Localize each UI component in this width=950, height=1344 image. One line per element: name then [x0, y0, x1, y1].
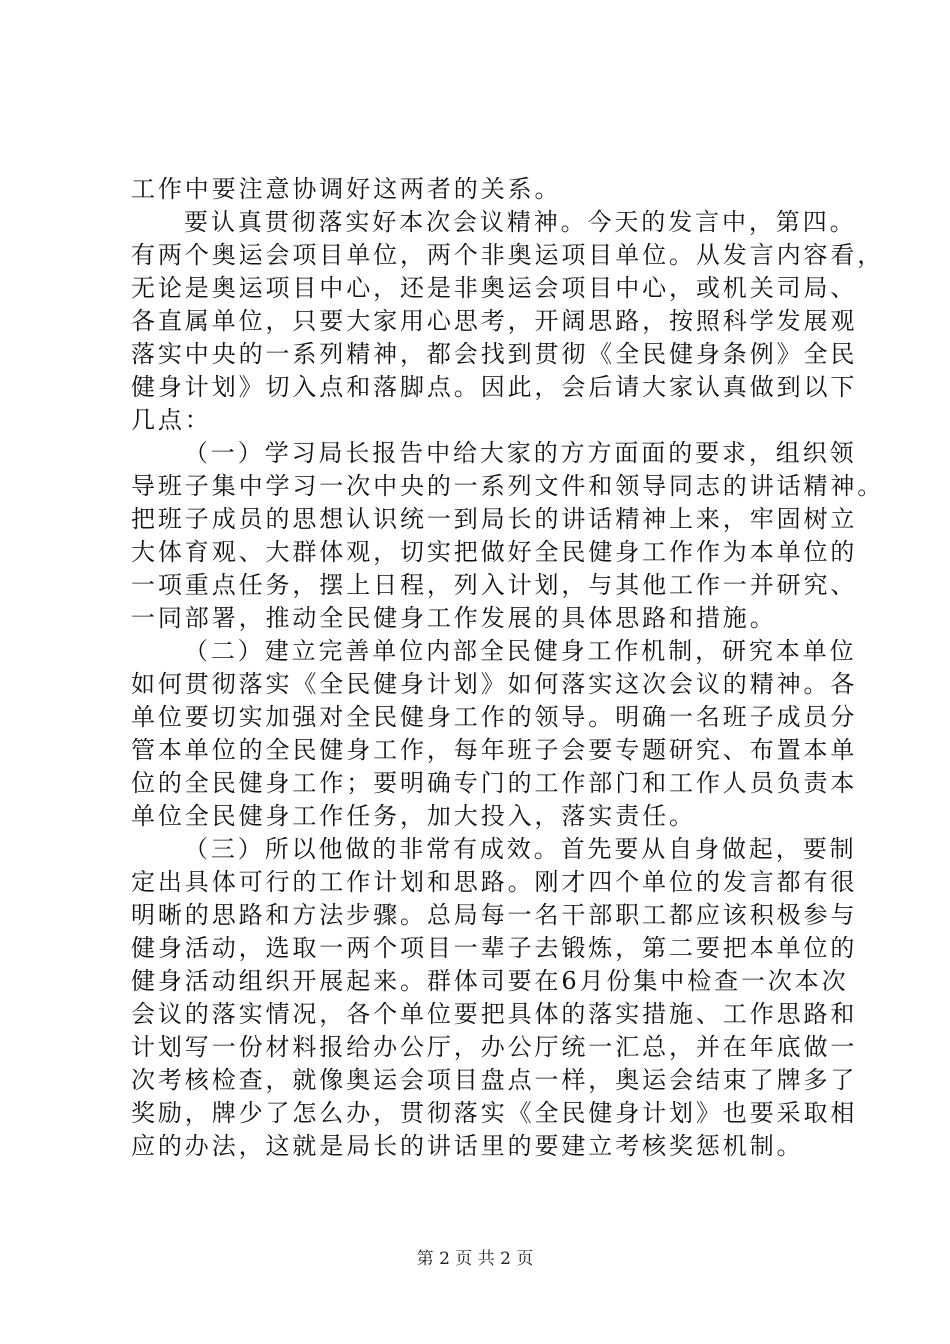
text-line: 几点：: [131, 406, 212, 434]
paragraph-first-line: （一）学习局长报告中给大家的方方面面的要求，组织领: [184, 439, 857, 467]
text-line: 健身活动，选取一两个项目一辈子去锻炼，第二要把本单位的: [131, 934, 858, 962]
paragraph-first-line: （三）所以他做的非常有成效。首先要从自身做起，要制: [184, 835, 857, 863]
text-line: 位的全民健身工作；要明确专门的工作部门和工作人员负责本: [131, 769, 858, 797]
text-line: 奖励，牌少了怎么办，贯彻落实《全民健身计划》也要采取相: [131, 1099, 858, 1127]
text-line: 单位要切实加强对全民健身工作的领导。明确一名班子成员分: [131, 703, 858, 731]
text-line: 工作中要注意协调好这两者的关系。: [131, 175, 562, 203]
text-line: 导班子集中学习一次中央的一系列文件和领导同志的讲话精神。: [131, 472, 885, 500]
text-line: 次考核检查，就像奥运会项目盘点一样，奥运会结束了牌多了: [131, 1066, 858, 1094]
text-line: 管本单位的全民健身工作，每年班子会要专题研究、布置本单: [131, 736, 858, 764]
text-line: 计划写一份材料报给办公厅，办公厅统一汇总，并在年底做一: [131, 1033, 858, 1061]
text-line: 会议的落实情况，各个单位要把具体的落实措施、工作思路和: [131, 1000, 858, 1028]
text-line: 有两个奥运会项目单位，两个非奥运项目单位。从发言内容看，: [131, 241, 885, 269]
text-line: 一项重点任务，摆上日程，列入计划，与其他工作一并研究、: [131, 571, 858, 599]
text-line: 落实中央的一系列精神，都会找到贯彻《全民健身条例》全民: [131, 340, 858, 368]
text-line: 如何贯彻落实《全民健身计划》如何落实这次会议的精神。各: [131, 670, 858, 698]
paragraph-first-line: 要认真贯彻落实好本次会议精神。今天的发言中，第四。: [184, 208, 857, 236]
text-line: 把班子成员的思想认识统一到局长的讲话精神上来，牢固树立: [131, 505, 858, 533]
document-body: [131, 173, 885, 1163]
text-line: 应的办法，这就是局长的讲话里的要建立考核奖惩机制。: [131, 1132, 804, 1160]
text-line: 大体育观、大群体观，切实把做好全民健身工作作为本单位的: [131, 538, 858, 566]
text-line: 各直属单位，只要大家用心思考，开阔思路，按照科学发展观: [131, 307, 858, 335]
text-line: 无论是奥运项目中心，还是非奥运会项目中心，或机关司局、: [131, 274, 858, 302]
text-line: 健身活动组织开展起来。群体司要在6月份集中检查一次本次: [131, 967, 849, 995]
paragraph-first-line: （二）建立完善单位内部全民健身工作机制，研究本单位: [184, 637, 857, 665]
text-line: 明晰的思路和方法步骤。总局每一名干部职工都应该积极参与: [131, 901, 858, 929]
text-line: 单位全民健身工作任务，加大投入，落实责任。: [131, 802, 696, 830]
text-line: 健身计划》切入点和落脚点。因此，会后请大家认真做到以下: [131, 373, 858, 401]
text-line: 定出具体可行的工作计划和思路。刚才四个单位的发言都有很: [131, 868, 858, 896]
page-footer: [0, 1244, 950, 1269]
text-line: 一同部署，推动全民健身工作发展的具体思路和措施。: [131, 604, 777, 632]
page-number: 第 2 页 共 2 页: [416, 1249, 534, 1269]
